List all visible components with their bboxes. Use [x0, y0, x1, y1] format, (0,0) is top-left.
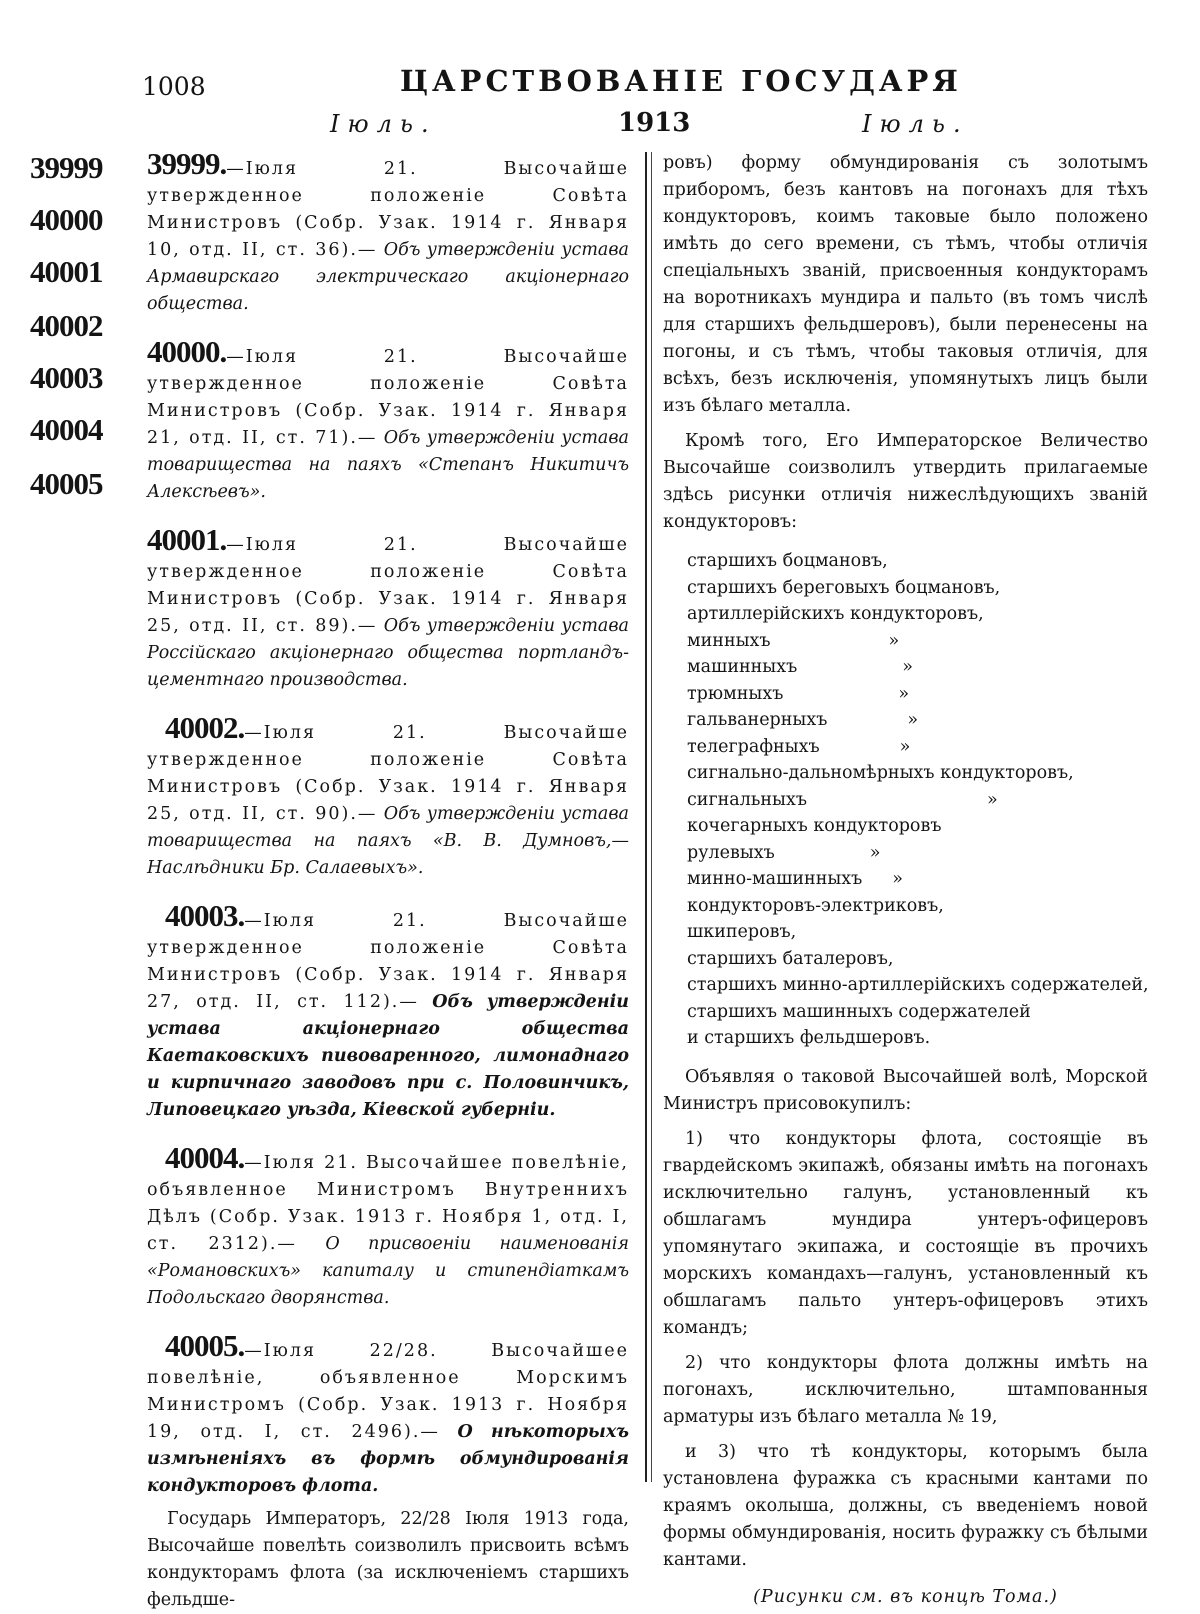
running-title: ЦАРСТВОВАНІЕ ГОСУДАРЯ	[400, 64, 962, 98]
list-item	[687, 787, 1148, 814]
entry-title: Объ утвержденіи устава Россійскаго акціонернаго общества портландъ-цементнаго производства.	[147, 616, 629, 690]
list-item	[687, 893, 1148, 920]
margin-number: 40003	[30, 360, 103, 395]
rank-name: старшихъ машинныхъ содержателей	[687, 1001, 1031, 1022]
entry-title: Объ утвержденіи устава товарищества на паяхъ «В. В. Думновъ,—Наслѣдники Бр. Салаевыхъ».	[147, 804, 629, 878]
rank-name: старшихъ береговыхъ боцмановъ,	[687, 577, 1001, 598]
rank-name: старшихъ боцмановъ,	[687, 551, 888, 571]
entry-title: О присвоеніи наименованія «Романовскихъ» капиталу и стипендіаткамъ Подольскаго дворянства.	[147, 1234, 629, 1308]
ditto-mark: »	[899, 736, 911, 757]
list-item	[687, 548, 1148, 575]
rank-name: старшихъ баталеровъ,	[687, 948, 894, 969]
rank-name: рулевыхъ	[687, 842, 775, 863]
list-item	[687, 681, 1148, 708]
entry-text: —Іюля 21. Высочайшее повелѣніе, объявленное Министромъ Внутреннихъ Дѣлъ (Собр. Узак. 1913 г. Ноября 1, отд. I, ст. 2312).—	[147, 1153, 629, 1254]
list-item	[687, 760, 1148, 787]
page-number: 1008	[142, 72, 206, 101]
paragraph: 2) что кондукторы флота должны имѣть на погонахъ, исключительно, штампованныя арматуры изъ бѣлаго металла № 19,	[663, 1352, 1148, 1427]
ditto-mark: »	[902, 657, 913, 677]
ditto-mark: »	[907, 710, 919, 730]
entry-text: —Іюля 21. Высочайше утвержденное положеніе Совѣта Министровъ (Собр. Узак. 1914 г. Января 21, отд. II, ст. 71).—	[147, 347, 629, 448]
rank-list	[687, 548, 1148, 1052]
left-column	[147, 146, 629, 1614]
ditto-mark: »	[888, 630, 900, 651]
ditto-mark: »	[892, 869, 904, 889]
entry-number: 39999.	[147, 146, 227, 181]
entry-text: —Іюля 22/28. Высочайшее повелѣніе, объявленное Морскимъ Министромъ (Собр. Узак. 1913 г. Ноября 19, отд. I, ст. 2496).—	[147, 1341, 629, 1442]
list-item	[687, 972, 1148, 999]
entry-40003	[147, 898, 629, 1124]
rank-name: сигнальныхъ	[687, 789, 807, 810]
entry-number: 40002.	[165, 710, 245, 745]
list-item	[687, 1025, 1148, 1052]
entry-40005	[147, 1328, 629, 1500]
entry-39999	[147, 146, 629, 318]
rank-name: телеграфныхъ	[687, 736, 820, 757]
entry-text: —Іюля 21. Высочайше утвержденное положеніе Совѣта Министровъ (Собр. Узак. 1914 г. Января 27, отд. II, ст. 112).—	[147, 911, 629, 1012]
entry-number: 40000.	[147, 334, 227, 369]
ditto-mark: »	[986, 789, 998, 810]
rank-name: артиллерійскихъ кондукторовъ,	[687, 604, 984, 624]
margin-number: 40004	[30, 412, 103, 447]
rank-name: шкиперовъ,	[687, 922, 797, 942]
year: 1913	[618, 108, 691, 138]
rank-name: старшихъ минно-артиллерійскихъ содержателей,	[687, 975, 1149, 995]
month-right: Іюль.	[862, 110, 969, 138]
list-item	[687, 999, 1148, 1026]
rank-name: трюмныхъ	[687, 683, 784, 704]
month-left: Іюль.	[330, 110, 437, 138]
entry-title: Объ утвержденіи устава Армавирскаго электрическаго акціонернаго общества.	[147, 240, 629, 314]
paragraph: и 3) что тѣ кондукторы, которымъ была установлена фуражка съ красными кантами по краямъ околыша, должны, съ введеніемъ новой формы обмундированія, носить фуражку съ бѣлыми кантами.	[663, 1441, 1148, 1570]
entry-40002	[147, 710, 629, 882]
entry-number: 40003.	[165, 898, 245, 933]
margin-number: 40001	[30, 254, 103, 289]
column-divider	[651, 152, 652, 1482]
entry-title: Объ утвержденіи устава акціонернаго общества Каетаковскихъ пивоваренного, лимонаднаго и кирпичнаго заводовъ при с. Половинчикъ, Липовецкаго уѣзда, Кіевской губерніи.	[147, 992, 629, 1120]
list-item	[687, 946, 1148, 973]
right-column	[663, 150, 1148, 1611]
rank-name: машинныхъ	[687, 657, 798, 677]
list-item	[687, 654, 1148, 681]
entry-title: Объ утвержденіи устава товарищества на паяхъ «Степанъ Никитичъ Алексѣевъ».	[147, 428, 629, 502]
list-item	[687, 866, 1148, 893]
rank-name: минныхъ	[687, 630, 771, 651]
margin-number: 40005	[30, 466, 103, 501]
ditto-mark: »	[869, 842, 881, 863]
list-item	[687, 707, 1148, 734]
rank-name: сигнально-дальномѣрныхъ кондукторовъ,	[687, 763, 1074, 783]
entry-number: 40004.	[165, 1140, 245, 1175]
column-divider	[645, 152, 647, 1482]
paragraph: Объявляя о таковой Высочайшей волѣ, Морской Министръ присовокупилъ:	[663, 1066, 1148, 1114]
margin-number: 40002	[30, 308, 103, 343]
rank-name: минно-машинныхъ	[687, 869, 863, 889]
list-item	[687, 628, 1148, 655]
paragraph: 1) что кондукторы флота, состоящіе въ гвардейскомъ экипажѣ, обязаны имѣть на погонахъ исключительно галунъ, установленный къ обшлагамъ мундира унтеръ-офицеровъ упомянутаго экипажа, и состоящіе въ прочихъ морскихъ командахъ—галунъ, установленный къ обшлагамъ пальто унтеръ-офицеровъ этихъ командъ;	[663, 1128, 1148, 1338]
figures-note: (Рисунки см. въ концѣ Тома.)	[753, 1586, 1058, 1607]
ditto-mark: »	[898, 683, 910, 704]
entry-title: О нѣкоторыхъ измѣненіяхъ въ формѣ обмундированія кондукторовъ флота.	[147, 1422, 629, 1496]
entry-40001	[147, 522, 629, 694]
margin-number: 40000	[30, 202, 103, 237]
entry-text: —Іюля 21. Высочайше утвержденное положеніе Совѣта Министровъ (Собр. Узак. 1914 г. Января 25, отд. II, ст. 90).—	[147, 723, 629, 824]
entry-number: 40001.	[147, 522, 227, 557]
paragraph: ровъ) форму обмундированія съ золотымъ приборомъ, безъ кантовъ на погонахъ для тѣхъ кондукторовъ, коимъ таковые было положено имѣть до сего времени, съ тѣмъ, чтобы отличія спеціальныхъ званій, присвоенныя кондукторамъ на воротникахъ мундира и пальто (въ томъ числѣ для старшихъ фельдшеровъ), были перенесены на погоны, и съ тѣмъ, чтобы таковыя отличія, для всѣхъ, безъ исключенія, упомянутыхъ лицъ были изъ бѣлаго металла.	[663, 153, 1148, 416]
entry-40004	[147, 1140, 629, 1312]
paragraph: Кромѣ того, Его Императорское Величество Высочайше соизволилъ утвердить прилагаемые здѣсь рисунки отличія нижеслѣдующихъ званій кондукторовъ:	[663, 431, 1148, 532]
closing-paragraph: Государь Императоръ, 22/28 Іюля 1913 года, Высочайше повелѣть соизволилъ присвоить всѣмъ кондукторамъ флота (за исключеніемъ старшихъ фельдше-	[147, 1509, 629, 1610]
list-item	[687, 813, 1148, 840]
rank-name: и старшихъ фельдшеровъ.	[687, 1028, 931, 1048]
list-item	[687, 575, 1148, 602]
list-item	[687, 919, 1148, 946]
margin-number: 39999	[30, 150, 103, 185]
list-item	[687, 734, 1148, 761]
entry-number: 40005.	[165, 1328, 245, 1363]
entry-text: —Іюля 21. Высочайше утвержденное положеніе Совѣта Министровъ (Собр. Узак. 1914 г. Января 10, отд. II, ст. 36).—	[147, 159, 629, 260]
rank-name: кондукторовъ-электриковъ,	[687, 895, 944, 916]
entry-40000	[147, 334, 629, 506]
list-item	[687, 840, 1148, 867]
rank-name: гальванерныхъ	[687, 710, 828, 730]
entry-text: —Іюля 21. Высочайше утвержденное положеніе Совѣта Министровъ (Собр. Узак. 1914 г. Января 25, отд. II, ст. 89).—	[147, 535, 629, 636]
rank-name: кочегарныхъ кондукторовъ	[687, 816, 942, 836]
list-item	[687, 601, 1148, 628]
